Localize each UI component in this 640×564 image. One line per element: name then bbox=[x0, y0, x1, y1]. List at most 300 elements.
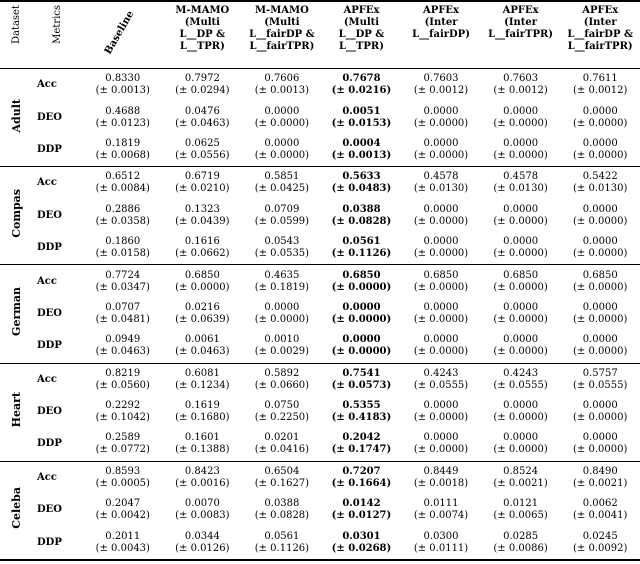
cell-std: (± 0.0021) bbox=[493, 477, 548, 489]
dataset-name: Compas bbox=[9, 189, 23, 239]
cell-std: (± 0.0000) bbox=[254, 313, 310, 325]
cell-value: 0.5355 bbox=[342, 400, 381, 412]
metric-cell: DEO bbox=[37, 307, 63, 319]
cell-std: (± 0.0425) bbox=[254, 183, 310, 195]
header-metrics-label: Metrics bbox=[52, 5, 63, 44]
dataset-name: Heart bbox=[9, 392, 23, 428]
cell-std: (± 0.0000) bbox=[254, 149, 310, 161]
value-cell bbox=[401, 428, 481, 461]
cell-std: (± 0.0828) bbox=[331, 215, 392, 227]
cell-std: (± 0.0000) bbox=[175, 281, 230, 293]
value-cell bbox=[401, 101, 481, 133]
value-cell bbox=[401, 363, 481, 396]
value-cell bbox=[560, 200, 640, 232]
cell-value: 0.0000 bbox=[264, 137, 300, 149]
cell-std: (± 0.0018) bbox=[413, 477, 469, 489]
header-line: M-MAMO bbox=[175, 5, 230, 16]
cell-std: (± 0.0000) bbox=[573, 215, 628, 227]
cell-std: (± 0.0005) bbox=[95, 477, 150, 489]
cell-std: (± 0.0416) bbox=[254, 444, 310, 456]
value-cell bbox=[481, 494, 561, 526]
cell-std: (± 0.0555) bbox=[493, 379, 548, 391]
cell-value: 0.2011 bbox=[105, 530, 141, 542]
value-cell bbox=[163, 526, 243, 559]
value-cell bbox=[242, 494, 322, 526]
header-line: APFEx bbox=[582, 5, 619, 16]
value-cell bbox=[560, 167, 640, 200]
header-line: L__fairDP & bbox=[249, 29, 315, 40]
value-cell bbox=[481, 167, 561, 200]
value-cell bbox=[560, 69, 640, 102]
value-cell bbox=[242, 330, 322, 363]
value-cell bbox=[242, 265, 322, 298]
metric-cell: DEO bbox=[37, 111, 63, 123]
cell-std: (± 0.0068) bbox=[95, 149, 150, 161]
header-row bbox=[0, 1, 640, 69]
header-line: M-MAMO bbox=[254, 5, 309, 16]
value-cell bbox=[401, 526, 481, 559]
value-cell bbox=[83, 101, 163, 133]
value-cell bbox=[401, 69, 481, 102]
cell-value: 0.4243 bbox=[503, 367, 539, 379]
cell-std: (± 0.0158) bbox=[95, 248, 150, 260]
header-line: (Multi bbox=[184, 17, 220, 28]
cell-value: 0.0000 bbox=[264, 301, 300, 313]
header-line: APFEx bbox=[502, 5, 539, 16]
value-cell bbox=[163, 265, 243, 298]
cell-std: (± 0.0000) bbox=[573, 117, 628, 129]
cell-value: 0.0004 bbox=[342, 137, 381, 149]
metric-cell: Acc bbox=[37, 471, 57, 483]
cell-std: (± 0.1388) bbox=[175, 444, 230, 456]
value-cell bbox=[83, 526, 163, 559]
cell-std: (± 0.0000) bbox=[493, 117, 548, 129]
value-cell bbox=[322, 330, 402, 363]
cell-value: 0.0625 bbox=[184, 137, 220, 149]
value-cell bbox=[401, 265, 481, 298]
cell-value: 0.6850 bbox=[423, 269, 459, 281]
cell-value: 0.4578 bbox=[503, 171, 539, 183]
metric-cell: Acc bbox=[37, 79, 57, 91]
table-row bbox=[0, 330, 640, 363]
cell-std: (± 0.1234) bbox=[175, 379, 230, 391]
header-line: L__TPR) bbox=[179, 41, 225, 52]
value-cell bbox=[401, 494, 481, 526]
cell-std: (± 0.0000) bbox=[493, 281, 548, 293]
cell-std: (± 0.0000) bbox=[573, 248, 628, 260]
header-line: (Multi bbox=[264, 17, 300, 28]
cell-std: (± 0.0153) bbox=[331, 117, 392, 129]
cell-value: 0.0216 bbox=[184, 301, 220, 313]
value-cell bbox=[481, 526, 561, 559]
cell-value: 0.0121 bbox=[503, 498, 539, 510]
table-row bbox=[0, 298, 640, 330]
value-cell bbox=[242, 69, 322, 102]
table-row bbox=[0, 363, 640, 396]
value-cell bbox=[481, 265, 561, 298]
cell-value: 0.4688 bbox=[105, 105, 141, 117]
cell-value: 0.0062 bbox=[582, 498, 618, 510]
value-cell bbox=[163, 428, 243, 461]
table-row bbox=[0, 200, 640, 232]
cell-std: (± 0.1680) bbox=[175, 412, 230, 424]
value-cell bbox=[242, 396, 322, 428]
dataset-name: Celeba bbox=[9, 487, 23, 530]
cell-value: 0.6850 bbox=[503, 269, 539, 281]
cell-std: (± 0.0639) bbox=[175, 313, 230, 325]
value-cell bbox=[83, 428, 163, 461]
cell-std: (± 0.0021) bbox=[573, 477, 628, 489]
cell-std: (± 0.1126) bbox=[254, 542, 310, 554]
cell-value: 0.0543 bbox=[264, 236, 300, 248]
metric-cell: DDP bbox=[33, 232, 83, 265]
cell-std: (± 0.0463) bbox=[95, 346, 150, 358]
metric-cell: DDP bbox=[33, 428, 83, 461]
cell-value: 0.5422 bbox=[582, 171, 618, 183]
cell-std: (± 0.0126) bbox=[175, 542, 230, 554]
cell-std: (± 0.0000) bbox=[493, 346, 548, 358]
cell-value: 0.7724 bbox=[105, 269, 141, 281]
cell-value: 0.0388 bbox=[264, 498, 300, 510]
cell-value: 0.0561 bbox=[342, 236, 381, 248]
cell-value: 0.6850 bbox=[184, 269, 220, 281]
header-line: L__DP & bbox=[179, 29, 226, 40]
dataset-name: German bbox=[9, 287, 23, 337]
cell-std: (± 0.0111) bbox=[413, 542, 469, 554]
metric-cell: DDP bbox=[33, 134, 83, 167]
value-cell bbox=[83, 232, 163, 265]
header-line: (Inter bbox=[504, 17, 538, 28]
cell-std: (± 0.0000) bbox=[493, 412, 548, 424]
header-line: (Inter bbox=[424, 17, 458, 28]
value-cell bbox=[83, 134, 163, 167]
header-col-5 bbox=[481, 1, 561, 69]
cell-std: (± 0.0000) bbox=[413, 149, 469, 161]
cell-value: 0.0000 bbox=[503, 137, 539, 149]
cell-value: 0.0000 bbox=[342, 334, 381, 346]
cell-value: 0.0000 bbox=[423, 301, 459, 313]
header-baseline-label: Baseline bbox=[102, 9, 137, 57]
cell-value: 0.0111 bbox=[423, 498, 459, 510]
value-cell bbox=[163, 232, 243, 265]
cell-std: (± 0.0358) bbox=[95, 215, 150, 227]
value-cell bbox=[83, 363, 163, 396]
cell-value: 0.0000 bbox=[503, 301, 539, 313]
cell-value: 0.8219 bbox=[105, 367, 141, 379]
value-cell bbox=[560, 526, 640, 559]
cell-std: (± 0.0043) bbox=[95, 542, 150, 554]
value-cell bbox=[83, 494, 163, 526]
value-cell bbox=[163, 461, 243, 494]
value-cell bbox=[401, 396, 481, 428]
cell-value: 0.2292 bbox=[105, 400, 141, 412]
cell-value: 0.0000 bbox=[423, 236, 459, 248]
cell-std: (± 0.0065) bbox=[493, 510, 548, 522]
value-cell bbox=[163, 134, 243, 167]
cell-value: 0.0344 bbox=[184, 530, 220, 542]
cell-std: (± 0.1042) bbox=[95, 412, 150, 424]
value-cell bbox=[242, 232, 322, 265]
cell-std: (± 0.0130) bbox=[573, 183, 628, 195]
value-cell bbox=[163, 101, 243, 133]
cell-value: 0.6850 bbox=[342, 269, 381, 281]
cell-value: 0.8490 bbox=[582, 465, 618, 477]
table-row bbox=[0, 134, 640, 167]
cell-std: (± 0.0012) bbox=[413, 85, 469, 97]
cell-value: 0.8423 bbox=[184, 465, 220, 477]
cell-std: (± 0.0268) bbox=[331, 542, 392, 554]
metric-cell: DDP bbox=[33, 330, 83, 363]
cell-value: 0.0201 bbox=[264, 432, 300, 444]
value-cell bbox=[481, 134, 561, 167]
cell-std: (± 0.0463) bbox=[175, 346, 230, 358]
cell-std: (± 0.0556) bbox=[175, 149, 230, 161]
cell-std: (± 0.0535) bbox=[254, 248, 310, 260]
value-cell bbox=[83, 167, 163, 200]
cell-std: (± 0.0123) bbox=[95, 117, 150, 129]
cell-std: (± 0.0127) bbox=[331, 510, 392, 522]
value-cell bbox=[560, 494, 640, 526]
cell-std: (± 0.0210) bbox=[175, 183, 230, 195]
header-col-4 bbox=[401, 1, 481, 69]
value-cell bbox=[322, 461, 402, 494]
header-line: L__DP & bbox=[338, 29, 385, 40]
cell-value: 0.2042 bbox=[342, 432, 381, 444]
cell-std: (± 0.0660) bbox=[254, 379, 310, 391]
cell-std: (± 0.0086) bbox=[493, 542, 548, 554]
cell-std: (± 0.2250) bbox=[254, 412, 310, 424]
cell-value: 0.5851 bbox=[264, 171, 300, 183]
value-cell bbox=[83, 265, 163, 298]
value-cell bbox=[560, 101, 640, 133]
value-cell bbox=[242, 428, 322, 461]
cell-std: (± 0.0216) bbox=[331, 85, 392, 97]
value-cell bbox=[322, 494, 402, 526]
value-cell bbox=[481, 396, 561, 428]
metric-cell: Acc bbox=[37, 275, 57, 287]
dataset-cell bbox=[0, 461, 33, 560]
table-row bbox=[0, 232, 640, 265]
cell-value: 0.0000 bbox=[423, 334, 459, 346]
cell-std: (± 0.0013) bbox=[331, 149, 392, 161]
cell-value: 0.0285 bbox=[503, 530, 539, 542]
cell-std: (± 0.0555) bbox=[413, 379, 469, 391]
metric-cell: DEO bbox=[37, 504, 63, 516]
value-cell bbox=[83, 330, 163, 363]
cell-value: 0.1819 bbox=[105, 137, 141, 149]
value-cell bbox=[83, 461, 163, 494]
cell-std: (± 0.0573) bbox=[331, 379, 392, 391]
cell-value: 0.7603 bbox=[503, 73, 539, 85]
cell-value: 0.4243 bbox=[423, 367, 459, 379]
value-cell bbox=[83, 200, 163, 232]
value-cell bbox=[322, 134, 402, 167]
value-cell bbox=[242, 363, 322, 396]
cell-std: (± 0.0000) bbox=[493, 313, 548, 325]
value-cell bbox=[163, 494, 243, 526]
cell-value: 0.0000 bbox=[503, 105, 539, 117]
cell-std: (± 0.0000) bbox=[573, 281, 628, 293]
cell-value: 0.0000 bbox=[503, 334, 539, 346]
cell-std: (± 0.0000) bbox=[413, 117, 469, 129]
cell-value: 0.0000 bbox=[423, 432, 459, 444]
cell-value: 0.0949 bbox=[105, 334, 141, 346]
cell-value: 0.4578 bbox=[423, 171, 459, 183]
header-line: (Multi bbox=[343, 17, 380, 28]
cell-std: (± 0.0013) bbox=[95, 85, 150, 97]
value-cell bbox=[163, 200, 243, 232]
value-cell bbox=[322, 396, 402, 428]
value-cell bbox=[401, 461, 481, 494]
cell-std: (± 0.0828) bbox=[254, 510, 310, 522]
dataset-cell bbox=[0, 69, 33, 167]
header-col-3 bbox=[322, 1, 402, 69]
cell-value: 0.8524 bbox=[503, 465, 539, 477]
value-cell bbox=[560, 363, 640, 396]
cell-std: (± 0.0000) bbox=[413, 412, 469, 424]
value-cell bbox=[242, 526, 322, 559]
value-cell bbox=[163, 330, 243, 363]
cell-std: (± 0.0041) bbox=[573, 510, 628, 522]
table-row bbox=[0, 396, 640, 428]
value-cell bbox=[242, 134, 322, 167]
header-col-2 bbox=[242, 1, 322, 69]
cell-std: (± 0.0000) bbox=[573, 412, 628, 424]
table-row bbox=[0, 428, 640, 461]
table-row bbox=[0, 461, 640, 494]
cell-value: 0.7603 bbox=[423, 73, 459, 85]
value-cell bbox=[401, 200, 481, 232]
cell-std: (± 0.1819) bbox=[254, 281, 310, 293]
cell-value: 0.6850 bbox=[582, 269, 618, 281]
value-cell bbox=[560, 330, 640, 363]
value-cell bbox=[560, 265, 640, 298]
cell-value: 0.0070 bbox=[184, 498, 220, 510]
cell-value: 0.0561 bbox=[264, 530, 300, 542]
value-cell bbox=[322, 526, 402, 559]
cell-std: (± 0.0772) bbox=[95, 444, 150, 456]
metric-cell: DDP bbox=[33, 526, 83, 559]
value-cell bbox=[481, 461, 561, 494]
table-body bbox=[0, 69, 640, 560]
cell-std: (± 0.1747) bbox=[331, 444, 392, 456]
cell-value: 0.0010 bbox=[264, 334, 300, 346]
cell-value: 0.8449 bbox=[423, 465, 459, 477]
cell-std: (± 0.0000) bbox=[413, 281, 469, 293]
header-line: L__TPR) bbox=[338, 41, 384, 52]
cell-value: 0.0000 bbox=[582, 137, 618, 149]
cell-std: (± 0.0074) bbox=[413, 510, 469, 522]
cell-value: 0.6081 bbox=[184, 367, 220, 379]
cell-value: 0.4635 bbox=[264, 269, 300, 281]
cell-value: 0.0000 bbox=[503, 400, 539, 412]
cell-std: (± 0.0000) bbox=[493, 149, 548, 161]
value-cell bbox=[560, 134, 640, 167]
value-cell bbox=[163, 363, 243, 396]
cell-std: (± 0.0662) bbox=[175, 248, 230, 260]
cell-value: 0.7611 bbox=[582, 73, 618, 85]
cell-value: 0.1323 bbox=[184, 203, 220, 215]
value-cell bbox=[163, 69, 243, 102]
value-cell bbox=[163, 167, 243, 200]
cell-std: (± 0.0000) bbox=[573, 149, 628, 161]
header-col-1 bbox=[163, 1, 243, 69]
cell-value: 0.0000 bbox=[582, 301, 618, 313]
metric-cell: DEO bbox=[37, 209, 63, 221]
cell-std: (± 0.0042) bbox=[95, 510, 150, 522]
cell-value: 0.6512 bbox=[105, 171, 141, 183]
header-line: L__fairDP) bbox=[412, 29, 470, 40]
value-cell bbox=[242, 298, 322, 330]
cell-value: 0.6719 bbox=[184, 171, 220, 183]
value-cell bbox=[481, 232, 561, 265]
cell-value: 0.0000 bbox=[582, 203, 618, 215]
cell-value: 0.7972 bbox=[184, 73, 220, 85]
cell-std: (± 0.0083) bbox=[175, 510, 230, 522]
value-cell bbox=[83, 69, 163, 102]
cell-value: 0.0000 bbox=[264, 105, 300, 117]
cell-value: 0.0301 bbox=[342, 530, 381, 542]
cell-value: 0.2047 bbox=[105, 498, 141, 510]
cell-value: 0.2589 bbox=[105, 432, 141, 444]
value-cell bbox=[560, 298, 640, 330]
cell-std: (± 0.0016) bbox=[175, 477, 230, 489]
header-line: L__fairTPR) bbox=[567, 41, 633, 52]
value-cell bbox=[322, 298, 402, 330]
cell-std: (± 0.0130) bbox=[493, 183, 548, 195]
value-cell bbox=[322, 265, 402, 298]
value-cell bbox=[83, 298, 163, 330]
cell-value: 0.1601 bbox=[184, 432, 220, 444]
cell-std: (± 0.0294) bbox=[175, 85, 230, 97]
cell-std: (± 0.0000) bbox=[413, 248, 469, 260]
cell-value: 0.5633 bbox=[342, 171, 381, 183]
value-cell bbox=[401, 167, 481, 200]
cell-std: (± 0.0463) bbox=[175, 117, 230, 129]
header-line: APFEx bbox=[423, 5, 460, 16]
cell-value: 0.0750 bbox=[264, 400, 300, 412]
value-cell bbox=[560, 428, 640, 461]
value-cell bbox=[401, 232, 481, 265]
metric-cell: Acc bbox=[37, 373, 57, 385]
value-cell bbox=[560, 232, 640, 265]
value-cell bbox=[242, 461, 322, 494]
cell-value: 0.0000 bbox=[582, 105, 618, 117]
cell-std: (± 0.0000) bbox=[331, 313, 392, 325]
dataset-cell bbox=[0, 265, 33, 363]
header-col-6 bbox=[560, 1, 640, 69]
value-cell bbox=[481, 69, 561, 102]
cell-std: (± 0.0483) bbox=[331, 183, 392, 195]
header-dataset-label: Dataset bbox=[10, 5, 22, 45]
value-cell bbox=[322, 363, 402, 396]
value-cell bbox=[322, 69, 402, 102]
cell-value: 0.0000 bbox=[582, 236, 618, 248]
cell-value: 0.5892 bbox=[264, 367, 300, 379]
table-row bbox=[0, 526, 640, 559]
cell-value: 0.8330 bbox=[105, 73, 141, 85]
header-line: L__fairDP & bbox=[567, 29, 633, 40]
cell-value: 0.0000 bbox=[582, 432, 618, 444]
cell-value: 0.7606 bbox=[264, 73, 300, 85]
table-row bbox=[0, 494, 640, 526]
value-cell bbox=[481, 101, 561, 133]
value-cell bbox=[322, 167, 402, 200]
header-dataset bbox=[0, 1, 33, 69]
value-cell bbox=[481, 428, 561, 461]
cell-value: 0.6504 bbox=[264, 465, 300, 477]
cell-value: 0.0000 bbox=[582, 334, 618, 346]
